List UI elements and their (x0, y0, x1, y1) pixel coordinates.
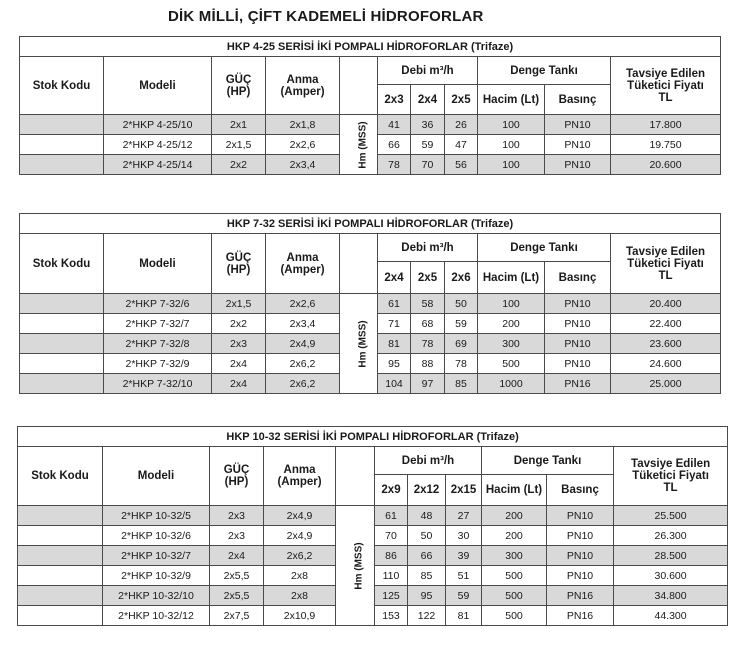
cell-debi-2: 97 (411, 374, 445, 394)
cell-debi-2: 48 (408, 506, 446, 526)
cell-hacim: 100 (478, 294, 545, 314)
cell-guc: 2x2 (212, 314, 266, 334)
cell-anma: 2x2,6 (266, 135, 340, 155)
cell-debi-2: 66 (408, 546, 446, 566)
col-header-debi-2: 2x5 (411, 262, 445, 294)
col-header-modeli: Modeli (103, 447, 210, 506)
cell-hacim: 100 (478, 135, 545, 155)
cell-anma: 2x3,4 (266, 155, 340, 175)
cell-guc: 2x4 (212, 354, 266, 374)
cell-hacim: 100 (478, 155, 545, 175)
col-header-denge-tanki: Denge Tankı (478, 234, 611, 262)
col-header-guc: GÜÇ (HP) (212, 234, 266, 294)
hm-mss-text: Hm (MSS) (353, 541, 365, 590)
cell-basinc: PN10 (547, 546, 614, 566)
table-title: HKP 7-32 SERİSİ İKİ POMPALI HİDROFORLAR (Trifaze) (20, 214, 721, 234)
cell-model: 2*HKP 10-32/5 (103, 506, 210, 526)
cell-stok-kodu (18, 606, 103, 626)
col-header-basinc: Basınç (545, 262, 611, 294)
col-header-fiyat: Tavsiye Edilen Tüketici Fiyatı TL (611, 57, 721, 115)
cell-debi-2: 122 (408, 606, 446, 626)
cell-anma: 2x8 (264, 566, 336, 586)
cell-model: 2*HKP 10-32/6 (103, 526, 210, 546)
cell-hacim: 500 (482, 566, 547, 586)
cell-hacim: 300 (478, 334, 545, 354)
col-header-modeli: Modeli (104, 57, 212, 115)
cell-hacim: 200 (482, 526, 547, 546)
table-hkp-7-32 (19, 213, 721, 394)
cell-anma: 2x10,9 (264, 606, 336, 626)
cell-debi-3: 81 (446, 606, 482, 626)
cell-model: 2*HKP 7-32/10 (104, 374, 212, 394)
cell-debi-1: 66 (378, 135, 411, 155)
table-title: HKP 10-32 SERİSİ İKİ POMPALI HİDROFORLAR (Trifaze) (18, 427, 728, 447)
cell-debi-1: 104 (378, 374, 411, 394)
hm-mss-label (336, 506, 375, 626)
cell-anma: 2x8 (264, 586, 336, 606)
cell-basinc: PN10 (547, 506, 614, 526)
cell-debi-1: 95 (378, 354, 411, 374)
col-header-stok-kodu: Stok Kodu (20, 57, 104, 115)
col-header-debi-2: 2x4 (411, 85, 445, 115)
col-header-basinc: Basınç (547, 475, 614, 506)
hm-mss-label (340, 115, 378, 175)
cell-model: 2*HKP 7-32/9 (104, 354, 212, 374)
cell-debi-1: 61 (378, 294, 411, 314)
cell-model: 2*HKP 7-32/6 (104, 294, 212, 314)
cell-guc: 2x2 (212, 155, 266, 175)
cell-stok-kodu (18, 506, 103, 526)
col-header-stok-kodu: Stok Kodu (20, 234, 104, 294)
cell-debi-3: 78 (445, 354, 478, 374)
cell-basinc: PN10 (545, 334, 611, 354)
cell-debi-3: 56 (445, 155, 478, 175)
cell-stok-kodu (18, 566, 103, 586)
cell-hacim: 500 (478, 354, 545, 374)
cell-model: 2*HKP 10-32/9 (103, 566, 210, 586)
cell-guc: 2x3 (210, 526, 264, 546)
cell-model: 2*HKP 10-32/12 (103, 606, 210, 626)
cell-debi-2: 88 (411, 354, 445, 374)
cell-debi-2: 59 (411, 135, 445, 155)
cell-debi-3: 27 (446, 506, 482, 526)
cell-debi-1: 153 (375, 606, 408, 626)
cell-debi-2: 50 (408, 526, 446, 546)
cell-basinc: PN16 (547, 586, 614, 606)
table-row (20, 294, 721, 314)
hm-mss-text: Hm (MSS) (357, 319, 369, 368)
cell-guc: 2x3 (212, 334, 266, 354)
table-row (20, 115, 721, 135)
cell-debi-2: 36 (411, 115, 445, 135)
cell-model: 2*HKP 7-32/8 (104, 334, 212, 354)
cell-model: 2*HKP 4-25/14 (104, 155, 212, 175)
cell-fiyat: 34.800 (614, 586, 728, 606)
cell-stok-kodu (20, 115, 104, 135)
cell-stok-kodu (20, 374, 104, 394)
cell-stok-kodu (18, 546, 103, 566)
cell-stok-kodu (20, 294, 104, 314)
cell-debi-1: 78 (378, 155, 411, 175)
cell-basinc: PN10 (545, 354, 611, 374)
cell-basinc: PN10 (545, 155, 611, 175)
cell-debi-2: 58 (411, 294, 445, 314)
cell-fiyat: 17.800 (611, 115, 721, 135)
cell-hacim: 200 (482, 506, 547, 526)
cell-fiyat: 23.600 (611, 334, 721, 354)
cell-anma: 2x6,2 (266, 374, 340, 394)
cell-basinc: PN16 (547, 606, 614, 626)
cell-hacim: 500 (482, 606, 547, 626)
cell-debi-3: 51 (446, 566, 482, 586)
hm-mss-text: Hm (MSS) (357, 120, 369, 169)
col-header-fiyat: Tavsiye Edilen Tüketici Fiyatı TL (611, 234, 721, 294)
cell-debi-3: 50 (445, 294, 478, 314)
col-header-debi-3: 2x15 (446, 475, 482, 506)
col-header-debi: Debi m³/h (378, 234, 478, 262)
col-header-debi-2: 2x12 (408, 475, 446, 506)
col-header-debi-3: 2x5 (445, 85, 478, 115)
cell-debi-3: 85 (445, 374, 478, 394)
page-title: DİK MİLLİ, ÇİFT KADEMELİ HİDROFORLAR (168, 8, 484, 25)
cell-guc: 2x3 (210, 506, 264, 526)
cell-model: 2*HKP 4-25/12 (104, 135, 212, 155)
hm-mss-label (340, 294, 378, 394)
col-header-anma: Anma (Amper) (266, 234, 340, 294)
cell-hacim: 100 (478, 115, 545, 135)
cell-fiyat: 22.400 (611, 314, 721, 334)
cell-stok-kodu (20, 135, 104, 155)
col-header-stok-kodu: Stok Kodu (18, 447, 103, 506)
cell-anma: 2x1,8 (266, 115, 340, 135)
cell-debi-1: 110 (375, 566, 408, 586)
col-header-denge-tanki: Denge Tankı (482, 447, 614, 475)
cell-basinc: PN16 (545, 374, 611, 394)
cell-debi-3: 59 (445, 314, 478, 334)
cell-hacim: 200 (478, 314, 545, 334)
cell-hacim: 500 (482, 586, 547, 606)
col-header-blank (340, 57, 378, 115)
cell-anma: 2x6,2 (266, 354, 340, 374)
cell-debi-2: 85 (408, 566, 446, 586)
cell-debi-3: 30 (446, 526, 482, 546)
col-header-basinc: Basınç (545, 85, 611, 115)
cell-debi-1: 81 (378, 334, 411, 354)
cell-debi-2: 70 (411, 155, 445, 175)
col-header-hacim: Hacim (Lt) (478, 85, 545, 115)
cell-debi-3: 47 (445, 135, 478, 155)
cell-fiyat: 26.300 (614, 526, 728, 546)
cell-debi-1: 86 (375, 546, 408, 566)
cell-debi-1: 70 (375, 526, 408, 546)
cell-guc: 2x4 (212, 374, 266, 394)
col-header-hacim: Hacim (Lt) (482, 475, 547, 506)
table-hkp-4-25 (19, 36, 721, 175)
cell-debi-1: 71 (378, 314, 411, 334)
cell-anma: 2x6,2 (264, 546, 336, 566)
col-header-debi: Debi m³/h (378, 57, 478, 85)
table-row (18, 506, 728, 526)
cell-debi-2: 95 (408, 586, 446, 606)
cell-debi-1: 125 (375, 586, 408, 606)
cell-anma: 2x2,6 (266, 294, 340, 314)
cell-guc: 2x4 (210, 546, 264, 566)
cell-debi-3: 39 (446, 546, 482, 566)
cell-debi-2: 68 (411, 314, 445, 334)
col-header-debi-1: 2x4 (378, 262, 411, 294)
col-header-debi-1: 2x3 (378, 85, 411, 115)
cell-guc: 2x7,5 (210, 606, 264, 626)
cell-stok-kodu (20, 155, 104, 175)
cell-stok-kodu (18, 586, 103, 606)
cell-anma: 2x4,9 (266, 334, 340, 354)
cell-guc: 2x1,5 (212, 294, 266, 314)
cell-debi-1: 61 (375, 506, 408, 526)
col-header-denge-tanki: Denge Tankı (478, 57, 611, 85)
cell-fiyat: 25.500 (614, 506, 728, 526)
cell-guc: 2x1,5 (212, 135, 266, 155)
cell-debi-1: 41 (378, 115, 411, 135)
cell-basinc: PN10 (545, 115, 611, 135)
cell-basinc: PN10 (545, 294, 611, 314)
cell-fiyat: 20.400 (611, 294, 721, 314)
col-header-debi-1: 2x9 (375, 475, 408, 506)
cell-basinc: PN10 (545, 314, 611, 334)
cell-stok-kodu (20, 314, 104, 334)
col-header-modeli: Modeli (104, 234, 212, 294)
cell-fiyat: 24.600 (611, 354, 721, 374)
cell-guc: 2x1 (212, 115, 266, 135)
col-header-debi-3: 2x6 (445, 262, 478, 294)
col-header-anma: Anma (Amper) (266, 57, 340, 115)
cell-fiyat: 20.600 (611, 155, 721, 175)
cell-anma: 2x4,9 (264, 506, 336, 526)
col-header-blank (336, 447, 375, 506)
cell-fiyat: 19.750 (611, 135, 721, 155)
cell-basinc: PN10 (547, 566, 614, 586)
cell-basinc: PN10 (545, 135, 611, 155)
cell-guc: 2x5,5 (210, 586, 264, 606)
cell-basinc: PN10 (547, 526, 614, 546)
table-hkp-10-32 (17, 426, 728, 626)
col-header-anma: Anma (Amper) (264, 447, 336, 506)
cell-hacim: 1000 (478, 374, 545, 394)
col-header-blank (340, 234, 378, 294)
cell-model: 2*HKP 10-32/10 (103, 586, 210, 606)
cell-fiyat: 25.000 (611, 374, 721, 394)
cell-stok-kodu (20, 334, 104, 354)
cell-debi-3: 59 (446, 586, 482, 606)
col-header-guc: GÜÇ (HP) (212, 57, 266, 115)
cell-debi-3: 26 (445, 115, 478, 135)
col-header-fiyat: Tavsiye Edilen Tüketici Fiyatı TL (614, 447, 728, 506)
cell-guc: 2x5,5 (210, 566, 264, 586)
cell-fiyat: 28.500 (614, 546, 728, 566)
cell-model: 2*HKP 10-32/7 (103, 546, 210, 566)
cell-model: 2*HKP 7-32/7 (104, 314, 212, 334)
table-title: HKP 4-25 SERİSİ İKİ POMPALI HİDROFORLAR (Trifaze) (20, 37, 721, 57)
cell-stok-kodu (20, 354, 104, 374)
col-header-guc: GÜÇ (HP) (210, 447, 264, 506)
cell-anma: 2x4,9 (264, 526, 336, 546)
cell-fiyat: 44.300 (614, 606, 728, 626)
cell-anma: 2x3,4 (266, 314, 340, 334)
cell-debi-3: 69 (445, 334, 478, 354)
cell-fiyat: 30.600 (614, 566, 728, 586)
cell-model: 2*HKP 4-25/10 (104, 115, 212, 135)
cell-hacim: 300 (482, 546, 547, 566)
cell-stok-kodu (18, 526, 103, 546)
cell-debi-2: 78 (411, 334, 445, 354)
col-header-debi: Debi m³/h (375, 447, 482, 475)
col-header-hacim: Hacim (Lt) (478, 262, 545, 294)
